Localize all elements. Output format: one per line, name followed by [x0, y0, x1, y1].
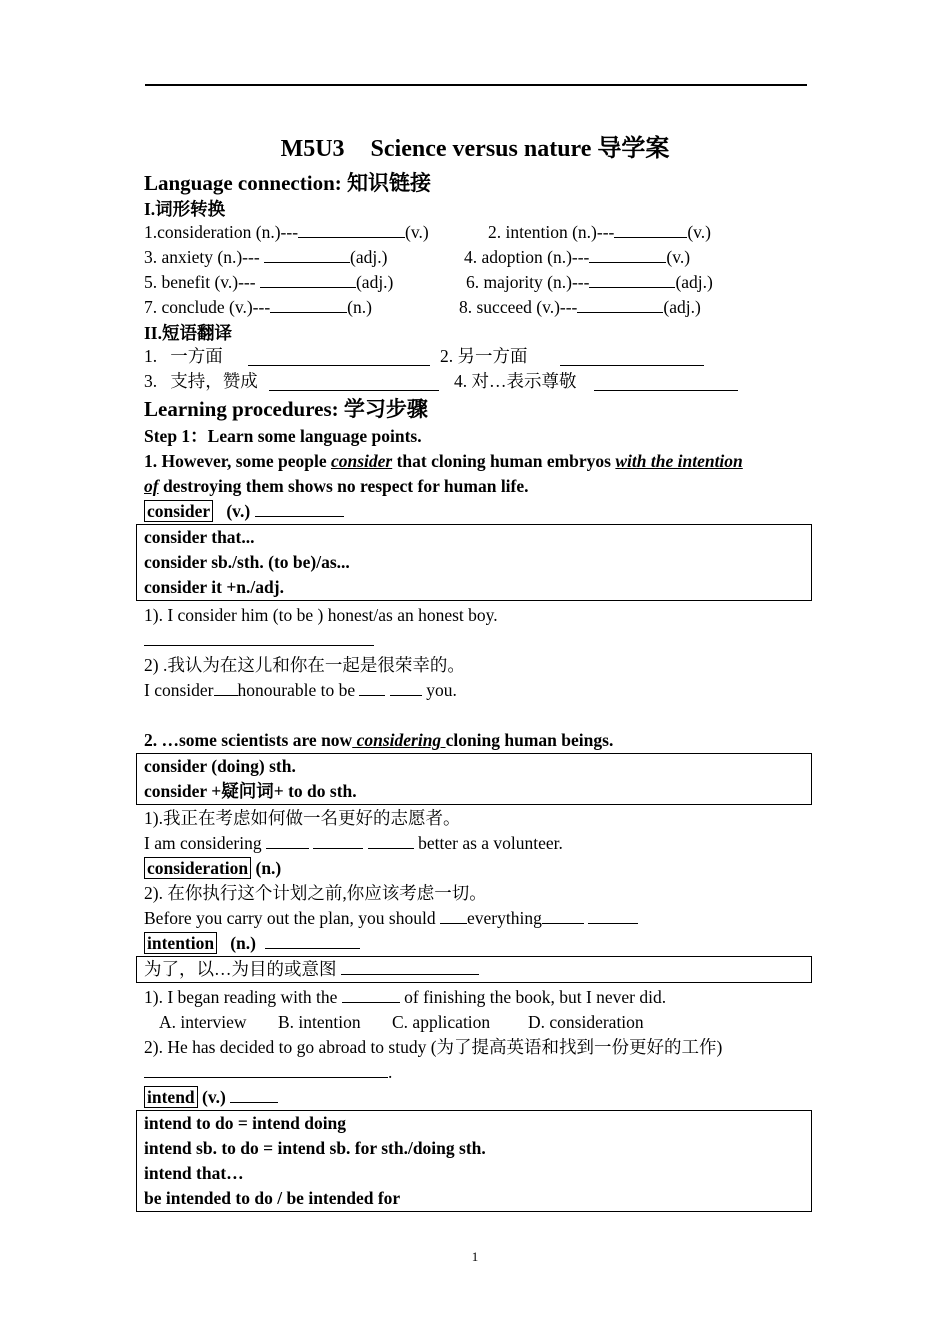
- learning-procedures-heading: Learning procedures: 学习步骤: [144, 397, 428, 421]
- answer-blank[interactable]: [560, 348, 704, 366]
- answer-blank[interactable]: [260, 270, 356, 288]
- answer-blank[interactable]: [270, 295, 347, 313]
- answer-blank[interactable]: [265, 931, 360, 949]
- considering-example-1-en: I am considering better as a volunteer.: [144, 833, 563, 853]
- page-title: M5U3 Science versus nature 导学案: [280, 136, 670, 162]
- answer-blank[interactable]: [577, 295, 663, 313]
- language-connection-heading: Language connection: 知识链接: [144, 171, 432, 195]
- answer-blank[interactable]: [440, 906, 467, 924]
- word-form-row: 5. benefit (v.)--- (adj.) 6. majority (n.)--- (adj.): [144, 272, 713, 292]
- answer-options: [144, 1010, 814, 1035]
- answer-blank[interactable]: [269, 373, 439, 391]
- consideration-label: consideration (n.): [144, 856, 814, 881]
- consider-label: consider (v.): [144, 499, 814, 524]
- option-c[interactable]: C. application: [392, 1012, 491, 1032]
- word-form-row: 1.consideration (n.)--- (v.) 2. intention (n.)--- (v.): [144, 222, 712, 242]
- consideration-example-2: 2). 在你执行这个计划之前,你应该考虑一切。: [144, 883, 487, 903]
- answer-blank[interactable]: [390, 678, 422, 696]
- answer-blank[interactable]: [313, 831, 363, 849]
- answer-blank[interactable]: [298, 220, 405, 238]
- intention-label: intention (n.): [144, 931, 814, 956]
- answer-blank[interactable]: [342, 985, 400, 1003]
- answer-blank[interactable]: [144, 1060, 388, 1078]
- consideration-example-2-en: Before you carry out the plan, you should everything: [144, 906, 814, 931]
- word-form-row: 3. anxiety (n.)--- (adj.) 4. adoption (n.)--- (v.): [144, 247, 691, 267]
- document-body: [144, 130, 814, 1212]
- intention-example-2: 2). He has decided to go abroad to study (为了提高英语和找到一份更好的工作): [144, 1037, 723, 1057]
- intention-example-1: 1). I began reading with the of finishing the book, but I never did.: [144, 987, 667, 1007]
- intend-usage-box: intend to do = intend doing intend sb. to do = intend sb. for sth./doing sth. intend that… be intended to do / be intended for: [136, 1110, 812, 1212]
- answer-blank[interactable]: [368, 831, 414, 849]
- answer-blank[interactable]: [614, 220, 687, 238]
- answer-blank[interactable]: [214, 678, 238, 696]
- option-b[interactable]: B. intention: [278, 1012, 361, 1032]
- page-number: 1: [471, 1249, 479, 1264]
- consider-example-2: 2) .我认为在这儿和你在一起是很荣幸的。: [144, 655, 465, 675]
- phrase-translation-heading: II.短语翻译: [144, 323, 232, 343]
- consider-example-2-en: I consider honourable to be you.: [144, 680, 457, 700]
- intention-usage-box: 为了，以…为目的或意图: [136, 956, 812, 983]
- considering-usage-box: consider (doing) sth. consider +疑问词+ to do sth.: [136, 753, 812, 805]
- word-forms-heading: I.词形转换: [144, 199, 226, 219]
- phrase-row: 1. 一方面 2. 另一方面: [144, 344, 814, 369]
- answer-blank[interactable]: [255, 499, 344, 517]
- consider-usage-box: consider that... consider sb./sth. (to be)/as... consider it +n./adj.: [136, 524, 812, 601]
- answer-blank[interactable]: [248, 348, 430, 366]
- answer-blank[interactable]: [594, 373, 738, 391]
- word-form-row: 7. conclude (v.)--- (n.) 8. succeed (v.)--- (adj.): [144, 297, 701, 317]
- answer-line: [144, 628, 814, 653]
- answer-blank[interactable]: [266, 831, 309, 849]
- sentence-2: 2. …some scientists are now considering cloning human beings.: [144, 730, 614, 750]
- header-rule: [145, 84, 807, 86]
- sentence-1: 1. However, some people consider that cloning human embryos with the intention: [144, 451, 743, 471]
- answer-blank[interactable]: [589, 245, 666, 263]
- answer-blank[interactable]: [588, 906, 638, 924]
- option-d[interactable]: D. consideration: [528, 1012, 644, 1032]
- step1-heading: Step 1：Learn some language points.: [144, 426, 422, 446]
- answer-blank[interactable]: [542, 906, 584, 924]
- sentence-1-cont: of destroying them shows no respect for human life.: [144, 476, 529, 496]
- consider-example-1: 1). I consider him (to be ) honest/as an honest boy.: [144, 605, 498, 625]
- answer-blank[interactable]: [144, 628, 374, 646]
- answer-blank[interactable]: [264, 245, 350, 263]
- answer-blank[interactable]: [359, 678, 385, 696]
- answer-blank[interactable]: [589, 270, 675, 288]
- intend-label: intend (v.): [144, 1085, 814, 1110]
- phrase-row: 3. 支持，赞成 4. 对…表示尊敬: [144, 369, 814, 394]
- answer-blank[interactable]: [341, 957, 479, 975]
- considering-example-1: 1).我正在考虑如何做一名更好的志愿者。: [144, 808, 461, 828]
- answer-line: .: [144, 1060, 814, 1085]
- option-a[interactable]: A. interview: [159, 1012, 247, 1032]
- answer-blank[interactable]: [230, 1085, 278, 1103]
